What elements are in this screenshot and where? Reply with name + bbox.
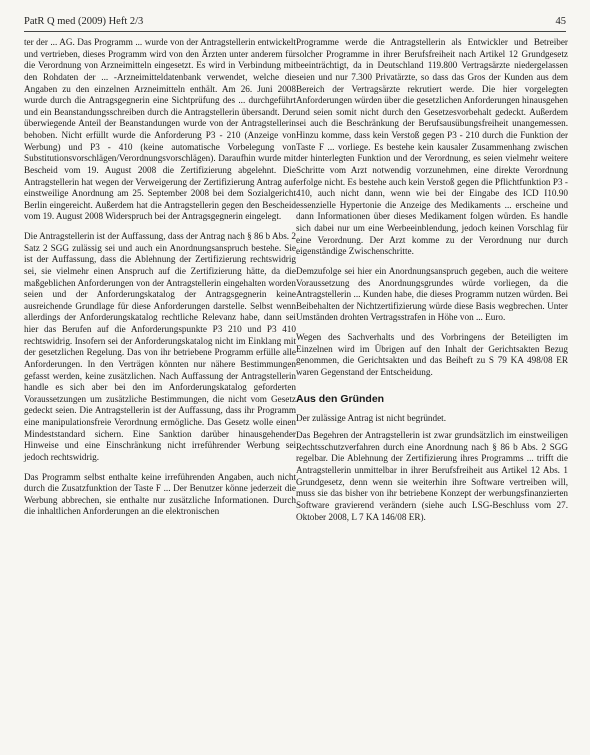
- journal-citation: PatR Q med (2009) Heft 2/3: [24, 16, 144, 27]
- paragraph: Der zulässige Antrag ist nicht begründet.: [296, 412, 447, 423]
- running-header: [24, 14, 566, 30]
- paragraph: Wegen des Sachverhalts und des Vorbringens der Beteiligten im Einzelnen wird im Übrigen auf den Inhalt der Gerichtsakten Bezug genommen, die Gerichtsakten und das Beiheft zu S 79 KA 498/08 ER waren Gegenstand der Entscheidung.: [296, 332, 568, 377]
- page-number: 45: [555, 16, 566, 27]
- paragraph: Die Antragstellerin ist der Auffassung, dass der Antrag nach § 86 b Abs. 2 Satz 2 SGG zulässig sei und auch ein Anordnungsanspruch bestehe. Sie ist der Auffassung, dass die Ablehnung der Zertifizierung rechtswidrig sei, sie vielmehr einen Anspruch auf die Zertifizierung hätte, da die maßgeblichen Anforderungen von der Antragstellerin eingehalten worden seien und der Anforderungskatalog der Antragsgegnerin keine ausreichende Grundlage für diese Anforderungen darstelle. Selbst wenn allerdings der Anforderungskatalog rechtliche Relevanz habe, dann sei hier das Berufen auf die Anforderungspunkte P3 210 und P3 410 rechtswidrig. Insofern sei der Anforderungskatalog nicht im Einklang mit der gesetzlichen Regelung. Das von ihr betriebene Programm erfülle alle Anforderungen. In den Verträgen könnten nur nähere Bestimmungen gefasst werden, keine zusätzlichen. Nach Auffassung der Antragstellerin handle es sich aber bei den im Anforderungskatalog geforderten Voraussetzungen um zusätzliche Bestimmungen, die nicht vom Gesetz gedeckt seien. Die Antragstellerin ist der Auffassung, dass ihr Programm eine manipulationsfreie Verordnung ermögliche. Das Gesetz wolle einen Mindeststandard sichern. Eine Sanktion darüber hinausgehender Hinweise und eine Einschränkung nicht irreführender Werbung sei jedoch rechtswidrig.: [24, 231, 296, 462]
- paragraph: Demzufolge sei hier ein Anordnungsanspruch gegeben, auch die weitere Voraussetzung des Anordnungsgrundes würde vorliegen, da die Antragstellerin ... Kunden habe, die dieses Programm nutzen würden. Bei Beibehalten der Nichtzertifizierung würde diese Basis wegbrechen. Unter Umständen drohten Vertragsstrafen in Höhe von ... Euro.: [296, 265, 568, 323]
- section-heading: Aus den Gründen: [296, 392, 385, 405]
- paragraph: Das Begehren der Antragstellerin ist zwar grundsätzlich im einstweiligen Rechtsschutzverfahren durch eine Anordnung nach § 86 b Abs. 2 SGG regelbar. Die Ablehnung der Zertifizierung ihres Programms ... trifft die Antragstellerin unmittelbar in ihrer Berufsfreiheit aus Artikel 12 Abs. 1 Grundgesetz, denn wenn sie weiterhin ihre Software vertreiben will, muss sie das bisher von ihr betriebene Konzept der werbungsfinanzierten Software gravierend verändern (siehe auch LSG-Beschluss vom 27. Oktober 2008, L 7 KA 146/08 ER).: [296, 430, 568, 522]
- left-column: [24, 37, 296, 526]
- right-column: [296, 37, 568, 531]
- paragraph: Programme werde die Antragstellerin als Entwickler und Betreiber solcher Programme in ihrer Berufsfreiheit nach Artikel 12 Grundgesetz beeinträchtigt, da in Deutschland 119.800 Vertragsärzte niedergelassen seien und nur 7.300 Privatärzte, so dass das Gros der Kunden aus dem Bereich der Vertragsärzte rekrutiert werde. Die hier vorgelegten Anforderungen würden über die gesetzlichen Anforderungen hinausgehen und seien somit nicht durch den Gesetzesvorbehalt gedeckt. Außerdem sei auch die Beschränkung der Berufsausübungsfreiheit unangemessen. Hinzu komme, dass kein Verstoß gegen P3 - 210 durch die Funktion der Taste F ... vorliege. Es bestehe kein kausaler Zusammenhang zwischen der hinterlegten Funktion und der Verordnung, es seien vielmehr weitere Schritte vom Arzt notwendig vorzunehmen, eine direkte Verordnung erfolge nicht. Es bestehe auch kein Verstoß gegen die Pflichtfunktion P3 - 410, auch nicht dann, wenn wie bei der Eingabe des ICD I10.90 essenzielle Hypertonie die Anzeige des Medikaments ... erscheine und dann Informationen über dieses Medikament folgen würden. Es handle sich dabei nur um eine Werbeeinblendung, jedoch keinen Vorschlag für eine Verordnung. Der Arzt komme zu der Verordnung nur durch eigenständige Zwischenschritte.: [296, 37, 568, 257]
- paragraph: Das Programm selbst enthalte keine irreführenden Angaben, auch nicht durch die Zusatzfunktion der Taste F ... Der Benutzer könne jederzeit die Werbung abbrechen, sie enthalte nur zusätzliche Informationen. Durch die inhaltlichen Anforderungen an die elektronischen: [24, 471, 296, 517]
- header-rule: [24, 31, 566, 32]
- paragraph: ter der ... AG. Das Programm ... wurde von der Antragstellerin entwickelt und vertrieben, dieses Programm wird von den Ärzten unter anderem für die Verordnung von Arzneimitteln eingesetzt. Es wird in Verbindung mit den Rohdaten der ... -Arzneimitteldatenbank verwendet, welche die Angaben zu den einzelnen Arzneimitteln enthält. Am 26. Juni 2008 wurde durch die Antragsgegnerin eine Sichtprüfung des ... durchgeführt und ein Beanstandungsschreiben durch die Antragstellerin übersandt. Der überwiegende Anteil der Beanstandungen wurde von der Antragstellerin behoben. Nicht erfüllt wurde die Anforderung P3 - 210 (Anzeige von Werbung) und P3 - 410 (keine automatische Vorbelegung von Substitutionsvorschlägen/Verordnungsvorschlägen). Daraufhin wurde mit Bescheid vom 19. August 2008 die Zertifizierung abgelehnt. Die Antragstellerin hat wegen der Verweigerung der Zertifizierung Antrag auf einstweilige Anordnung am 25. September 2008 bei dem Sozialgericht Berlin eingereicht. Außerdem hat die Antragstellerin gegen den Bescheid vom 19. August 2008 Widerspruch bei der Antragsgegnerin eingelegt.: [24, 37, 296, 222]
